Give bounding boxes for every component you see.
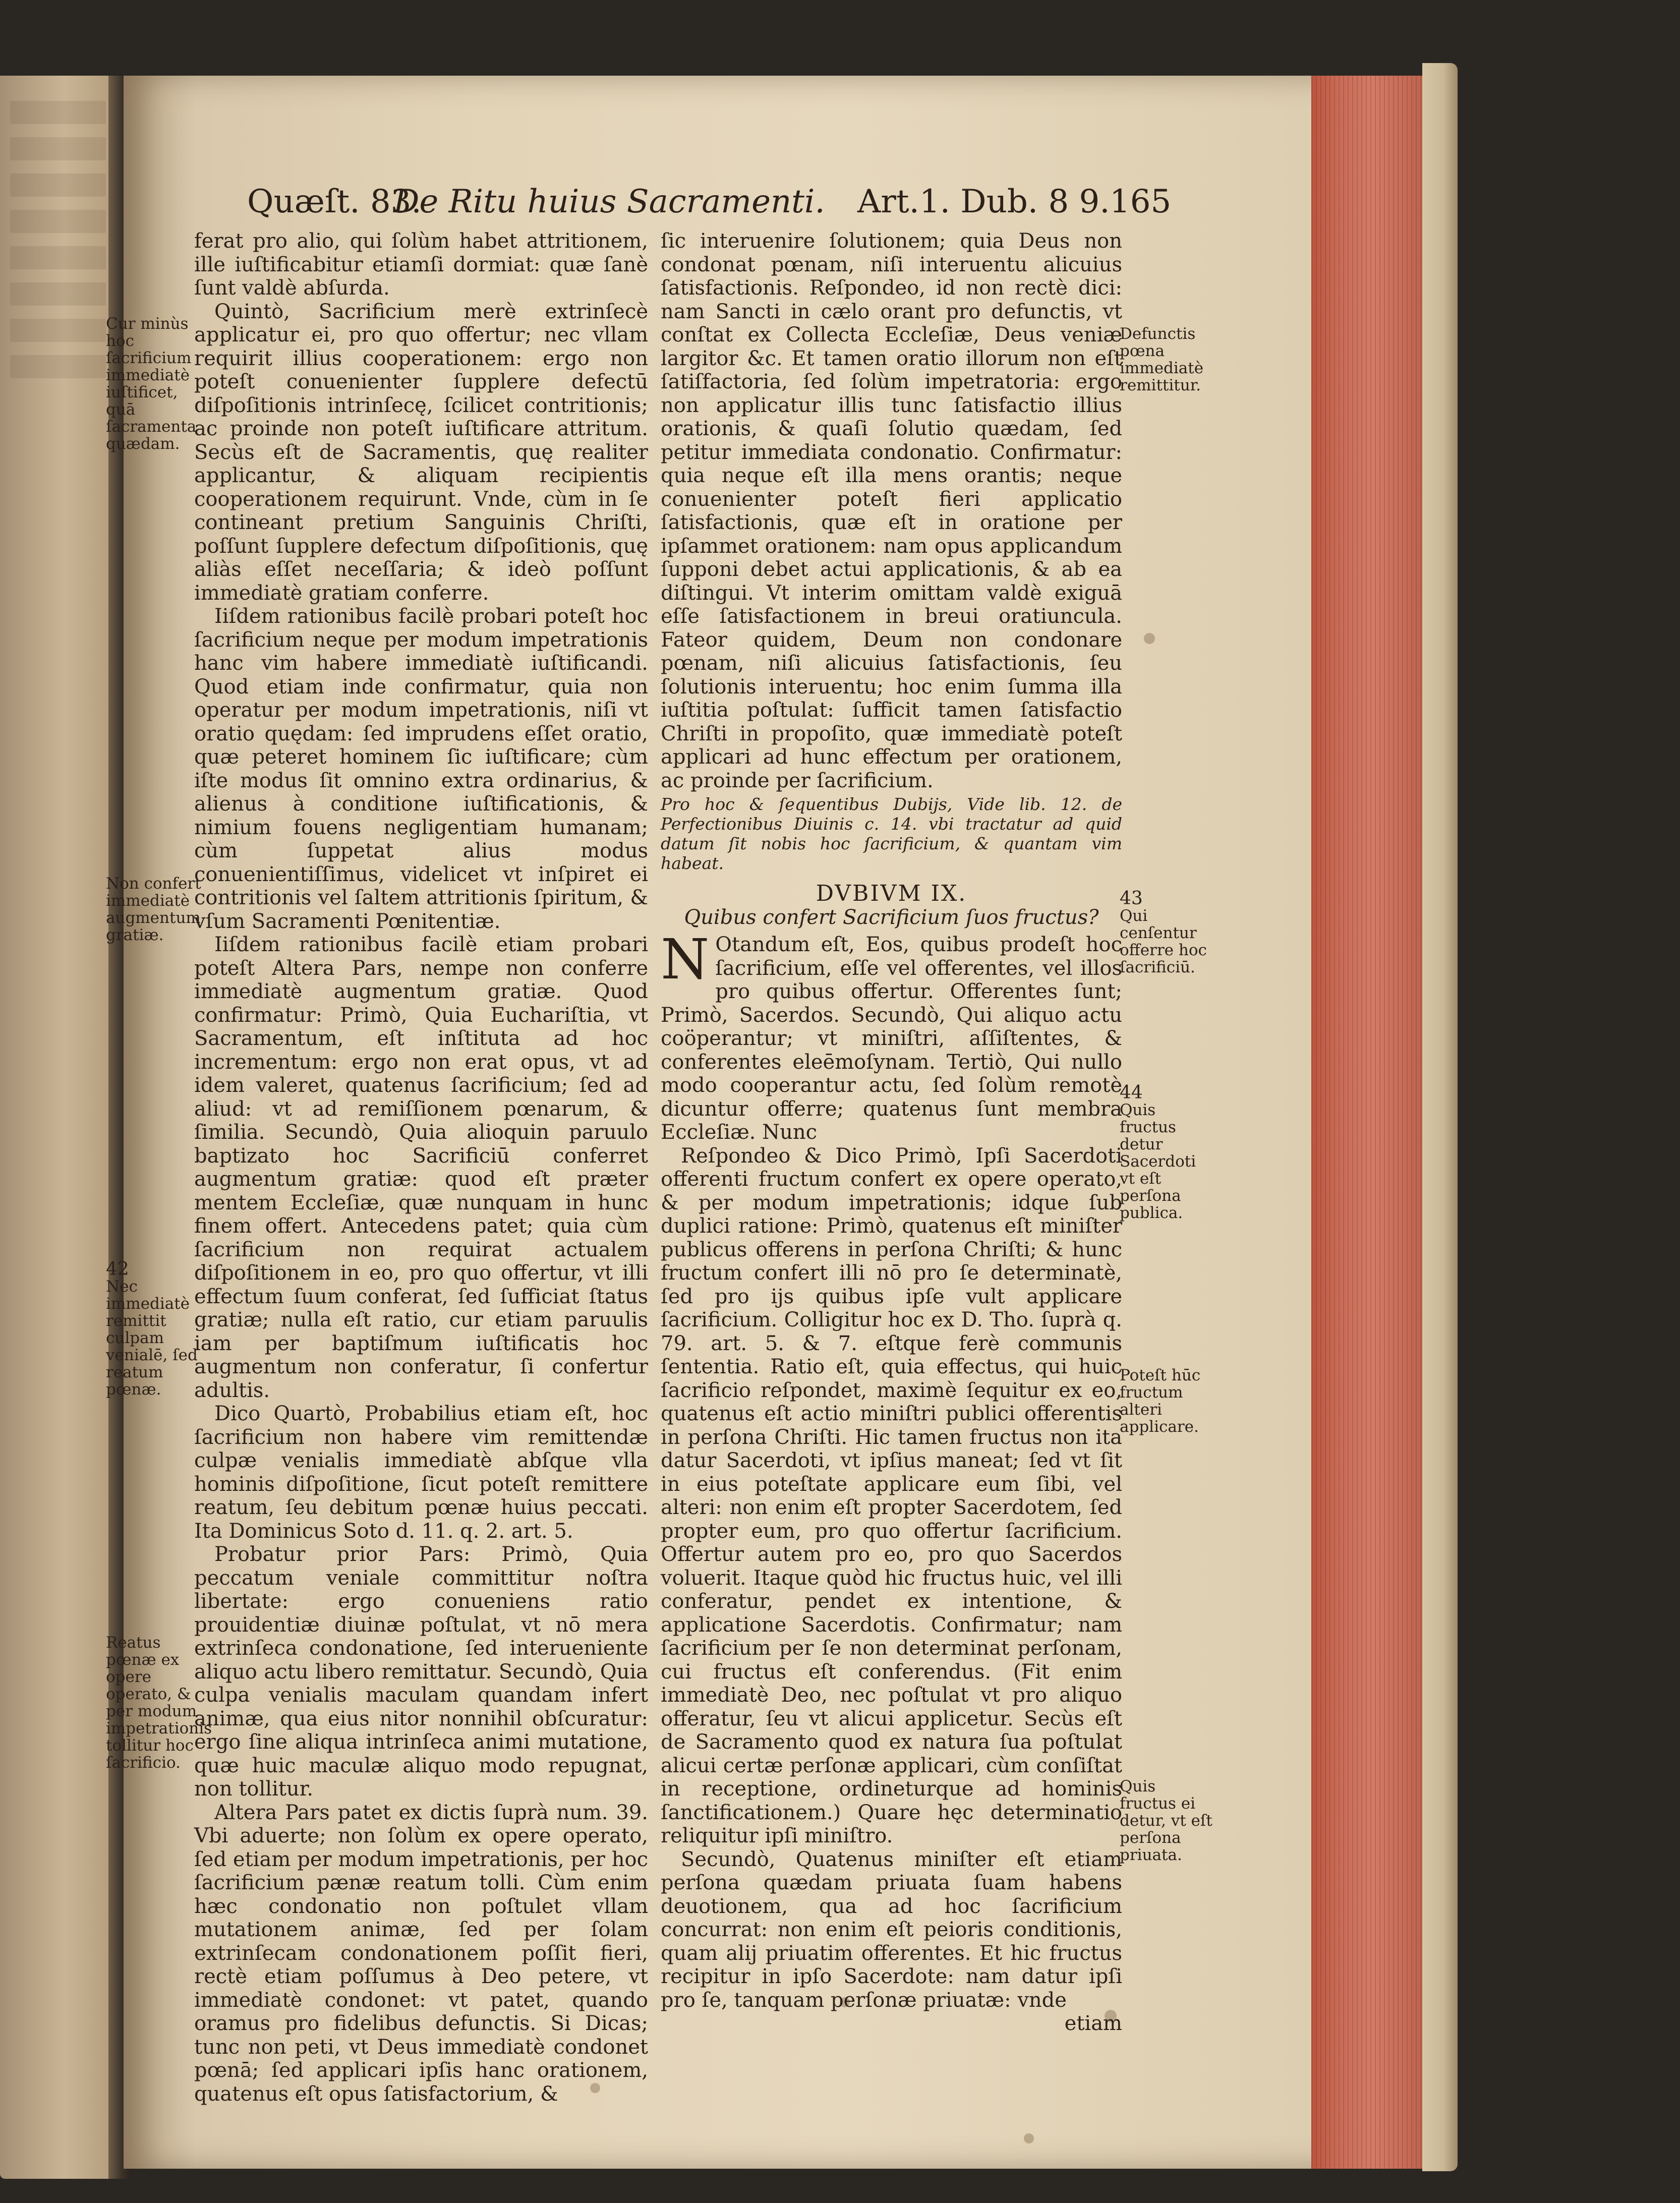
margin-note-text: Reatus pœnæ ex opere operato, & per modum impetrationis tollitur hoc ſacrificio. [106, 1634, 212, 1772]
page-edge-lines [1311, 76, 1432, 2169]
margin-note-left [106, 1634, 212, 1772]
foxing-spot [1024, 2133, 1034, 2143]
margin-note-number: 42 [106, 1259, 129, 1280]
foxing-spot [1144, 633, 1155, 644]
paragraph: Iiſdem rationibus facilè probari poteſt hoc ſacrificium neque per modum impetrationis hanc vim habere immediatè iuſtificandi. Quod etiam inde confirmatur, quia non operatur per modum impetrationis, niſi vt oratio quędam: ſed imprudens eſſet oratio, quæ peteret hominem ſic iuſtificare; cùm iſte modus ſit omnino extra ordinarius, & alienus à conditione iuſtificationis, & nimium fouens negligentiam humanam; cùm ſuppetat alius modus conuenientiſſimus, videlicet vt inſpiret ei contritionis vel ſaltem attritionis ſpiritum, & vſum Sacramenti Pœnitentiæ. [194, 605, 648, 933]
margin-note-text: Quis fructus ei detur, vt eſt perſona priuata. [1120, 1777, 1212, 1864]
header-title: De Ritu huius Sacramenti. [393, 183, 825, 220]
paragraph-with-dropcap [661, 927, 1122, 1144]
margin-note-right [1120, 1778, 1215, 1864]
margin-note-left [106, 875, 204, 944]
margin-note-text: Qui cenſentur offerre hoc ſacrificiū. [1120, 907, 1207, 976]
margin-note-text: Quis fructus detur Sacerdoti vt eſt perſona publica. [1120, 1101, 1196, 1222]
paragraph-text: Otandum eſt, Eos, quibus prodeſt hoc ſacrificium, eſſe vel offerentes, vel illos pro quibus offertur. Offerentes ſunt; Primò, Sacerdos. Secundò, Qui aliquo actu coöperantur; vt miniſtri, aſſiſtentes, & conferentes eleēmoſynam. Tertiò, Qui nullo modo cooperantur actu, ſed ſolùm remotè dicuntur offerre; quatenus ſunt membra Eccleſiæ. Nunc [661, 933, 1122, 1144]
margin-note-text: Cur minùs hoc ſacrificium immediatè iuſtificet, quā ſacramenta quædam. [106, 315, 197, 453]
margin-note-text: Defunctis pœna immediatè remittitur. [1120, 325, 1204, 394]
paragraph: Dico Quartò, Probabilius etiam eſt, hoc ſacrificium non habere vim remittendæ culpæ venialis immediatè abſque vlla hominis diſpoſitione, ſicut poteſt remittere reatum, ſeu debitum pœnæ huius peccati. Ita Dominicus Soto d. 11. q. 2. art. 5. [194, 1402, 648, 1543]
margin-note-text: Poteſt hūc fructum alteri applicare. [1120, 1366, 1201, 1436]
right-text-column [661, 229, 1122, 2036]
paragraph: Altera Pars patet ex dictis ſuprà num. 39. Vbi aduerte; non ſolùm ex opere operato, ſed etiam per modum impetrationis, per hoc ſacrificium pænæ reatum tolli. Cùm enim hæc condonatio non poſtulet vllam mutationem animæ, ſed per ſolam extrinſecam condonationem poſſit fieri, rectè etiam poſſumus à Deo petere, vt immediatè condonet: vt patet, quando oramus pro fidelibus defunctis. Si Dicas; tunc non peti, vt Deus immediatè condonet pœnā; ſed applicari ipſis hanc orationem, quatenus eſt opus ſatisfactorium, & [194, 1801, 648, 2106]
paragraph: Reſpondeo & Dico Primò, Ipſi Sacerdoti offerenti fructum confert ex opere operato, & per modum impetrationis; idque ſub duplici ratione: Primò, quatenus eſt miniſter publicus offerens in perſona Chriſti; & hunc fructum confert illi nō pro ſe determinatè, ſed pro ijs quibus ipſe vult applicare ſacrificium. Colligitur hoc ex D. Tho. ſuprà q. 79. art. 5. & 7. eſtque ferè communis ſententia. Ratio eſt, quia effectus, qui huic ſacrificio reſpondet, maximè ſequitur ex eo, quatenus eſt actio miniſtri publici offerentis in perſona Chriſti. Hic tamen fructus non ita datur Sacerdoti, vt ipſius maneat; ſed vt ſit in eius poteſtate applicare eum ſibi, vel alteri: non enim eſt propter Sacerdotem, ſed propter eum, pro quo offertur ſacrificium. Offertur autem pro eo, pro quo Sacerdos voluerit. Itaque quòd hic fructus huic, vel illi conferatur, pendet ex intentione, & applicatione Sacerdotis. Confirmatur; nam ſacrificium per ſe non determinat perſonam, cui fructus eſt conferendus. (Fit enim immediatè Deo, nec poſtulat vt pro aliquo offeratur, ſeu vt alicui applicetur. Secùs eſt de Sacramento quod ex natura ſua poſtulat alicui certæ perſonæ applicari, cùm conſiſtat in receptione, ordineturque ad hominis ſanctificationem.) Quare hęc determinatio reliquitur ipſi miniſtro. [661, 1144, 1122, 1847]
paragraph: ferat pro alio, qui ſolùm habet attritionem, ille iuſtificabitur etiamſi dormiat: quæ ſanè ſunt valdè abſurda. [194, 229, 648, 300]
margin-note-right [1120, 890, 1215, 976]
paragraph: Probatur prior Pars: Primò, Quia peccatum veniale committitur noſtra libertate: ergo conueniens ratio prouidentiæ diuinæ poſtulat, vt nō mera extrinſeca condonatione, ſed interueniente aliquo actu libero remittatur. Secundò, Quia culpa venialis maculam quandam infert animæ, qua eius nitor nonnihil obſcuratur: ergo ſine aliqua intrinſeca animi mutatione, quæ huic maculæ aliquo modo repugnat, non tollitur. [194, 1543, 648, 1801]
margin-note-left [106, 1261, 204, 1398]
catchword: etiam [1064, 2012, 1122, 2035]
drop-cap-letter: N [661, 927, 710, 992]
running-header [247, 182, 1172, 227]
reference-note: Pro hoc & ſequentibus Dubijs, Vide lib. 12. de Perfectionibus Diuinis c. 14. vbi tractatur ad quid datum ſit nobis hoc ſacrificium, & quantam vim habeat. [661, 794, 1122, 873]
margin-note-number: 43 [1120, 888, 1143, 909]
header-articulus: Art.1. Dub. 8 9. [857, 183, 1110, 220]
page-number: 165 [1110, 183, 1172, 220]
margin-note-text: Nec immediatè remittit culpam venialē, ſed reatum pœnæ. [106, 1278, 198, 1399]
left-page-text-fragments [10, 101, 106, 391]
paragraph: Iiſdem rationibus facilè etiam probari poteſt Altera Pars, nempe non conferre immediatè augmentum gratiæ. Quod confirmatur: Primò, Quia Euchariſtia, vt Sacramentum, eſt inſtituta ad hoc incrementum: ergo non erat opus, vt ad idem valeret, quatenus ſacrificium; ſed ad aliud: vt ad remiſſionem pœnarum, & ſimilia. Secundò, Quia alioquin paruulo baptizato hoc Sacrificiū conferret augmentum gratiæ: quod eſt præter mentem Eccleſiæ, quæ nunquam in hunc finem offert. Antecedens patet; quia cùm ſacrificium non requirat actualem diſpoſitionem in eo, pro quo offertur, vt illi effectum ſuum conferat, ſed ſufficiat ſtatus gratiæ; nulla eſt ratio, cur etiam paruulis iam per baptiſmum iuſtificatis hoc augmentum non conferatur, ſi confertur adultis. [194, 933, 648, 1402]
book-cover-edge [1422, 63, 1458, 2171]
paragraph: Secundò, Quatenus miniſter eſt etiam perſona quædam priuata ſuam habens deuotionem, qua ad hoc ſacrificium concurrat: non enim eſt peioris conditionis, quam alij priuatim offerentes. Et hic fructus recipitur in ipſo Sacerdote: nam datur ipſi pro ſe, tanquam perſonæ priuatæ: vnde [661, 1847, 1122, 2012]
header-quaestio: Quæſt. 83. [247, 183, 422, 220]
margin-note-left [106, 315, 204, 452]
margin-note-number: 44 [1120, 1082, 1143, 1103]
margin-note-right [1120, 1084, 1215, 1222]
dubium-heading: DVBIVM IX. [816, 881, 967, 906]
paragraph: ſic interuenire ſolutionem; quia Deus non condonat pœnam, niſi interuentu alicuius ſatisfactionis. Reſpondeo, id non rectè dici: nam Sancti in cælo orant pro defunctis, vt conſtat ex Collecta Eccleſiæ, Deus veniæ largitor &c. Et tamen oratio illorum non eſt ſatiſfactoria, ſed ſolùm impetratoria: ergo non applicatur illis tunc ſatisfactio illius orationis, & quaſi ſolutio quædam, ſed petitur immediata condonatio. Confirmatur: quia neque eſt illa mens orantis; neque conuenienter poteſt fieri applicatio ſatisfactionis, quæ eſt in oratione per ipſammet orationem: nam opus applicandum ſupponi debet actui applicationis, & ab ea diſtingui. Vt interim omittam valdè exiguā eſſe ſatisfactionem in breui oratiuncula. Fateor quidem, Deum non condonare pœnam, niſi alicuius ſatisfactionis, ſeu ſolutionis interuentu; hoc enim ſumma illa iuſtitia poſtulat: ſufficit tamen ſatisfactio Chriſti in propoſito, quæ immediatè poteſt applicari ad hunc effectum per orationem, ac proinde per ſacrificium. [661, 229, 1122, 792]
margin-note-right [1120, 325, 1215, 394]
paragraph: Quintò, Sacrificium merè extrinſecè applicatur ei, pro quo offertur; nec vllam requirit illius cooperationem: ergo non poteſt conuenienter ſupplere defectū diſpoſitionis intrinſecę, ſcilicet contritionis; ac proinde non poteſt iuſtificare attritum. Secùs eſt de Sacramentis, quę realiter applicantur, & aliquam recipientis cooperationem requirunt. Vnde, cùm in ſe contineant pretium Sanguinis Chriſti, poſſunt ſupplere defectum diſpoſitionis, quę aliàs eſſet neceſſaria; & ideò poſſunt immediatè gratiam conferre. [194, 300, 648, 605]
margin-note-right [1120, 1367, 1215, 1435]
dubium-question: Quibus confert Sacrificium ſuos fructus? [684, 905, 1099, 929]
left-text-column [194, 229, 648, 2106]
margin-note-text: Non confert immediatè augmentum gratiæ. [106, 875, 201, 944]
